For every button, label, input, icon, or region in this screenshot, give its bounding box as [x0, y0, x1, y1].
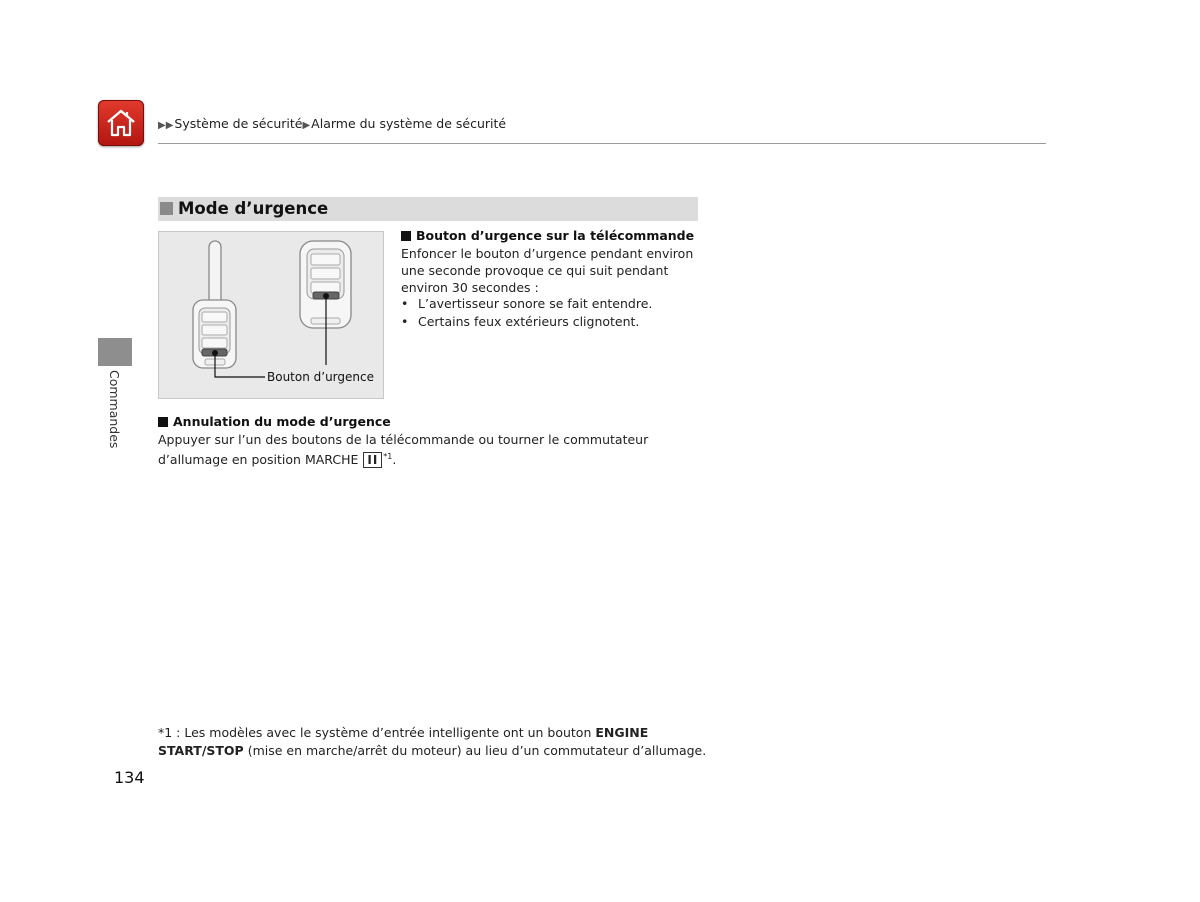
footnote-text-end: (mise en marche/arrêt du moteur) au lieu d’un commutateur d’allumage.	[247, 743, 707, 758]
cancel-text-end: .	[392, 452, 397, 468]
figure-callout-label: Bouton d’urgence	[267, 370, 374, 384]
side-tab-label: Commandes	[107, 370, 122, 449]
list-item-text: L’avertisseur sonore se fait entendre.	[418, 296, 653, 311]
home-icon	[105, 107, 137, 139]
breadcrumb-arrow-icon: ▶	[302, 120, 311, 131]
footnote-reference: *1	[383, 452, 393, 461]
ignition-position-key: II	[363, 452, 382, 468]
home-button[interactable]	[98, 100, 144, 146]
breadcrumb-arrow-icon: ▶▶	[158, 120, 174, 131]
header-divider	[158, 143, 1046, 144]
footnote	[158, 724, 718, 760]
page-number: 134	[114, 768, 145, 787]
cancel-heading-text: Annulation du mode d’urgence	[173, 414, 391, 429]
side-tab-marker[interactable]	[98, 338, 132, 366]
square-bullet-icon	[401, 231, 411, 241]
bullet-dot-icon: •	[401, 296, 409, 311]
cancel-heading	[158, 414, 391, 429]
footnote-marker: *1 :	[158, 725, 181, 740]
emergency-button-heading-text: Bouton d’urgence sur la télécommande	[416, 228, 695, 243]
cancel-text	[158, 431, 703, 468]
breadcrumb	[158, 116, 506, 131]
breadcrumb-item-securite[interactable]: Système de sécurité	[174, 116, 303, 131]
list-item	[401, 313, 639, 331]
square-bullet-icon	[158, 417, 168, 427]
section-title: Mode d’urgence	[178, 199, 329, 218]
cancel-text-body: Appuyer sur l’un des boutons de la télécommande ou tourner le commutateur d’allumage en position MARCHE	[158, 432, 649, 468]
list-item	[401, 295, 652, 313]
bullet-dot-icon: •	[401, 314, 409, 329]
emergency-button-intro: Enfoncer le bouton d’urgence pendant environ une seconde provoque ce qui suit pendant environ 30 secondes :	[401, 246, 694, 295]
breadcrumb-item-alarme[interactable]: Alarme du système de sécurité	[311, 116, 507, 131]
footnote-bold-text: ENGINE START/STOP	[158, 725, 649, 758]
list-item-text: Certains feux extérieurs clignotent.	[418, 314, 640, 329]
section-square-icon	[160, 202, 173, 215]
footnote-text: Les modèles avec le système d’entrée intelligente ont un bouton	[184, 725, 592, 740]
emergency-button-heading	[401, 228, 694, 243]
